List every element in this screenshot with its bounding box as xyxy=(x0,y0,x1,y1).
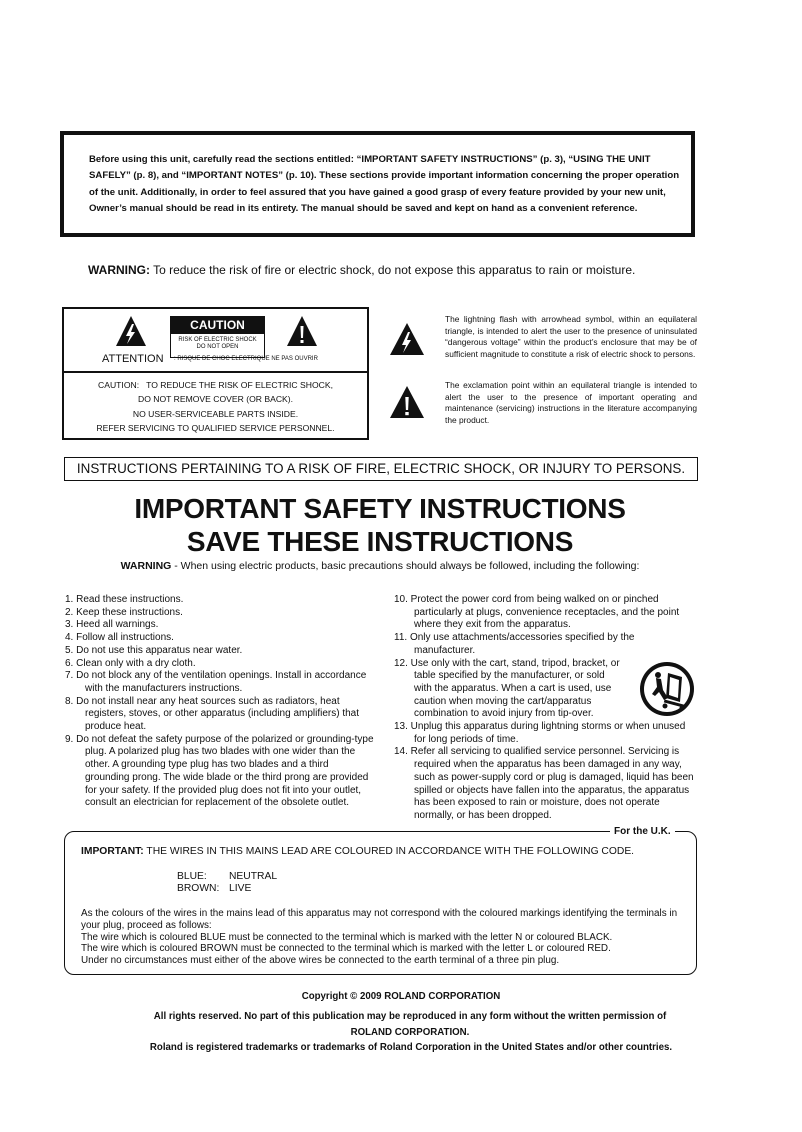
instructions-banner: INSTRUCTIONS PERTAINING TO A RISK OF FIRE, ELECTRIC SHOCK, OR INJURY TO PERSONS. xyxy=(64,457,698,481)
list-item: 2. Keep these instructions. xyxy=(65,606,183,618)
warning-text: To reduce the risk of fire or electric shock, do not expose this apparatus to rain or moisture. xyxy=(150,263,636,277)
caution-line: DO NOT REMOVE COVER (OR BACK). xyxy=(137,394,294,405)
exclamation-symbol-icon xyxy=(388,384,426,420)
list-item: 3. Heed all warnings. xyxy=(65,619,159,631)
caution-line: CAUTION: TO REDUCE THE RISK OF ELECTRIC SHOCK, xyxy=(98,380,333,390)
list-item: 1. Read these instructions. xyxy=(65,594,184,605)
warning-intro-text: - When using electric products, basic precautions should always be followed, including the following: xyxy=(171,560,640,572)
list-item: 10. Protect the power cord from being walked on or pinched particularly at plugs, convenience receptacles, and the point where they exit from the apparatus. xyxy=(394,594,680,631)
uk-important xyxy=(81,846,634,857)
caution-divider xyxy=(64,371,367,373)
uk-paragraph-line: The wire which is coloured BROWN must be connected to the terminal which is marked with the letter L or coloured RED. xyxy=(81,943,611,955)
uk-paragraph-line: The wire which is coloured BLUE must be connected to the terminal which is marked with the letter N or coloured BLACK. xyxy=(81,931,613,943)
instructions-list-left xyxy=(65,594,375,810)
uk-important-label: IMPORTANT: xyxy=(81,846,144,857)
cart-tip-over-icon xyxy=(638,660,696,718)
rights-line: All rights reserved. No part of this publication may be reproduced in any form without the written permission of ROLAND CORPORATION. xyxy=(153,1011,667,1038)
attention-word: ATTENTION xyxy=(102,353,164,365)
caution-label-line-2: DO NOT OPEN xyxy=(196,344,239,350)
lightning-symbol-description: The lightning flash with arrowhead symbol, within an equilateral triangle, is intended to alert the user to the presence of uninsulated “dangerous voltage” within the product’s enclosure that may be of sufficient magnitude to constitute a risk of electric shock to persons. xyxy=(445,314,697,359)
trademark-line: Roland is registered trademarks or trademarks of Roland Corporation in the United States and/or other countries. xyxy=(149,1042,673,1053)
lightning-warning-icon xyxy=(114,314,148,348)
list-item: 5. Do not use this apparatus near water. xyxy=(65,644,243,656)
caution-line: NO USER-SERVICEABLE PARTS INSIDE. xyxy=(132,408,299,419)
exclamation-symbol-description: The exclamation point within an equilateral triangle is intended to alert the user to the presence of important operating and maintenance (servicing) instructions in the literature accompanying the product. xyxy=(445,380,697,425)
list-item: 7. Do not block any of the ventilation openings. Install in accordance with the manufacturers instructions. xyxy=(65,670,367,694)
brown-wire-label: BROWN: xyxy=(177,883,220,894)
blue-wire-label: BLUE: xyxy=(177,871,207,882)
attention-subtext: : RISQUE DE CHOC ELECTRIQUE NE PAS OUVRIR xyxy=(174,356,318,362)
uk-paragraph-line: As the colours of the wires in the mains lead of this apparatus may not correspond with the coloured markings identifying the terminals in your plug, proceed as follows: xyxy=(81,908,678,931)
warning-intro-label: WARNING xyxy=(120,560,172,572)
list-item: 14. Refer all servicing to qualified service personnel. Servicing is required when the apparatus has been damaged in any way, such as power-supply cord or plug is damaged, liquid has been spilled or objects have fallen into the apparatus, the apparatus has been exposed to rain or moisture, does not operate normally, or has been dropped. xyxy=(394,746,694,821)
caution-panel xyxy=(62,307,369,440)
uk-wiring-paragraph xyxy=(81,908,691,967)
warning-label: WARNING: xyxy=(88,263,150,277)
exclamation-warning-icon xyxy=(285,314,319,348)
intro-text: Before using this unit, carefully read the sections entitled: “IMPORTANT SAFETY INSTRUCTIONS” (p. 3), “USING THE UNIT SAFELY” (p. 8), and “IMPORTANT NOTES” (p. 10). These sections provide important information concerning the proper operation of the unit. Additionally, in order to feel assured that you have gained a good grasp of every feature provided by your new unit, Owner’s manual should be read in its entirety. The manual should be saved and kept on hand as a convenient reference. xyxy=(89,154,680,214)
lightning-symbol-icon xyxy=(388,321,426,357)
warning-intro xyxy=(0,560,760,572)
caution-label-title: CAUTION xyxy=(171,317,264,334)
uk-label: For the U.K. xyxy=(610,826,675,837)
caution-line: REFER SERVICING TO QUALIFIED SERVICE PERSONNEL. xyxy=(96,422,335,433)
list-item: 8. Do not install near any heat sources such as radiators, heat registers, stoves, or other apparatus (including amplifiers) that produce heat. xyxy=(65,695,360,733)
list-item: 6. Clean only with a dry cloth. xyxy=(65,657,196,669)
brown-wire-value: LIVE xyxy=(229,883,252,894)
blue-wire-value: NEUTRAL xyxy=(229,871,278,882)
list-item: 11. Only use attachments/accessories specified by the manufacturer. xyxy=(394,632,635,656)
list-item: 12. Use only with the cart, stand, tripod, bracket, or table specified by the manufacturer, or sold with the apparatus. When a cart is used, use caution when moving the cart/apparatus combination to avoid injury from tip-over. xyxy=(394,657,620,720)
uk-important-text: THE WIRES IN THIS MAINS LEAD ARE COLOURED IN ACCORDANCE WITH THE FOLLOWING CODE. xyxy=(143,846,635,857)
page-title: IMPORTANT SAFETY INSTRUCTIONS xyxy=(134,493,626,524)
copyright-line: Copyright © 2009 ROLAND CORPORATION xyxy=(301,991,501,1002)
warning-line xyxy=(88,263,635,277)
list-item: 4. Follow all instructions. xyxy=(65,632,174,644)
caution-text xyxy=(64,378,367,435)
uk-paragraph-line: Under no circumstances must either of the above wires be connected to the earth terminal of a three pin plug. xyxy=(81,955,560,967)
list-item: 9. Do not defeat the safety purpose of the polarized or grounding-type plug. A polarized plug has two blades with one wider than the other. A grounding type plug has two blades and a third grounding prong. The wide blade or the third prong are provided for your safety. If the provided plug does not fit into your outlet, consult an electrician for replacement of the obsolete outlet. xyxy=(65,733,374,809)
caution-label-line-1: RISK OF ELECTRIC SHOCK xyxy=(178,337,257,343)
list-item: 13. Unplug this apparatus during lightning storms or when unused for long periods of time. xyxy=(394,721,686,745)
page-subtitle: SAVE THESE INSTRUCTIONS xyxy=(186,526,574,557)
caution-label xyxy=(170,316,265,358)
